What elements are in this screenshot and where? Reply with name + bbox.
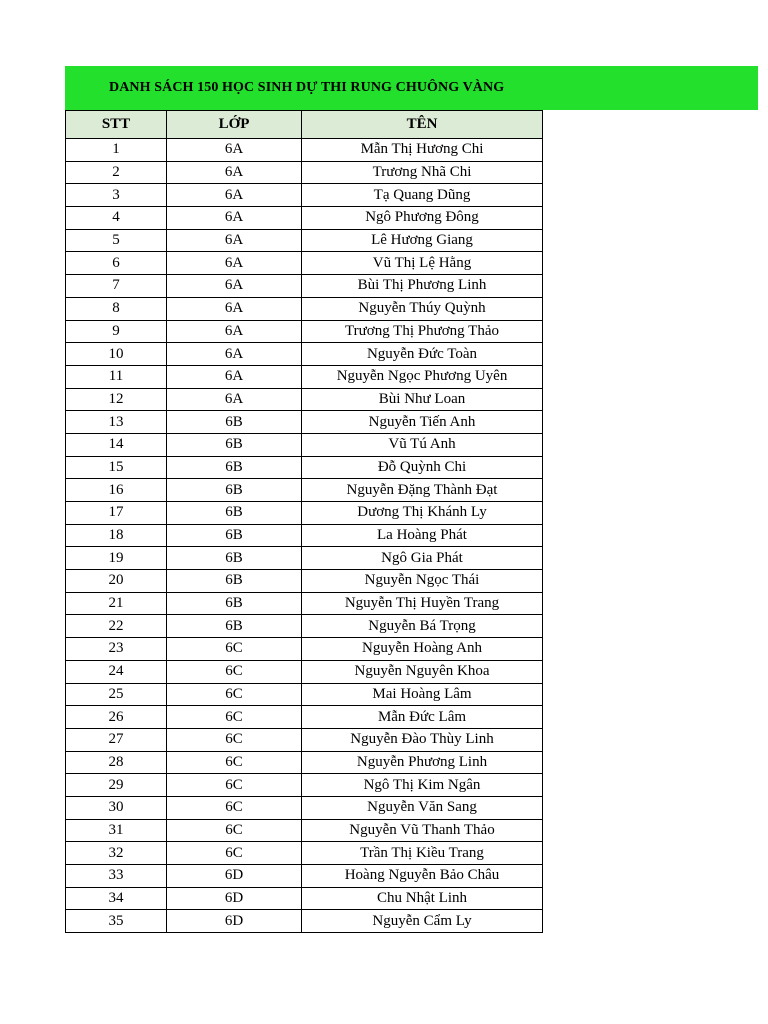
row-ten: Trương Thị Phương Thảo — [302, 320, 543, 343]
row-lop: 6A — [167, 184, 302, 207]
table-row — [66, 706, 543, 729]
row-lop: 6B — [167, 433, 302, 456]
table-row — [66, 502, 543, 525]
row-ten: Tạ Quang Dũng — [302, 184, 543, 207]
row-ten: Mai Hoàng Lâm — [302, 683, 543, 706]
row-stt: 23 — [66, 638, 167, 661]
row-ten: Nguyễn Văn Sang — [302, 796, 543, 819]
row-ten: Nguyễn Đào Thùy Linh — [302, 728, 543, 751]
row-ten: Đỗ Quỳnh Chi — [302, 456, 543, 479]
row-ten: Ngô Gia Phát — [302, 547, 543, 570]
row-stt: 14 — [66, 433, 167, 456]
row-stt: 10 — [66, 343, 167, 366]
table-row — [66, 865, 543, 888]
table-row — [66, 207, 543, 230]
row-lop: 6C — [167, 638, 302, 661]
row-lop: 6C — [167, 842, 302, 865]
row-ten: Nguyễn Hoàng Anh — [302, 638, 543, 661]
row-stt: 4 — [66, 207, 167, 230]
row-stt: 20 — [66, 570, 167, 593]
row-ten: Vũ Tú Anh — [302, 433, 543, 456]
header-stt: STT — [66, 111, 167, 139]
row-lop: 6C — [167, 728, 302, 751]
row-lop: 6A — [167, 388, 302, 411]
table-row — [66, 139, 543, 162]
table-row — [66, 683, 543, 706]
row-ten: Ngô Phương Đông — [302, 207, 543, 230]
table-row — [66, 819, 543, 842]
table-row — [66, 252, 543, 275]
row-stt: 34 — [66, 887, 167, 910]
row-lop: 6C — [167, 660, 302, 683]
row-ten: Trương Nhã Chi — [302, 161, 543, 184]
row-lop: 6D — [167, 865, 302, 888]
row-stt: 29 — [66, 774, 167, 797]
table-row — [66, 433, 543, 456]
row-lop: 6A — [167, 229, 302, 252]
row-stt: 18 — [66, 524, 167, 547]
table-row — [66, 728, 543, 751]
table-row — [66, 796, 543, 819]
row-ten: Ngô Thị Kim Ngân — [302, 774, 543, 797]
row-lop: 6C — [167, 774, 302, 797]
row-ten: Nguyễn Tiến Anh — [302, 411, 543, 434]
row-stt: 21 — [66, 592, 167, 615]
table-row — [66, 842, 543, 865]
row-lop: 6C — [167, 796, 302, 819]
table-row — [66, 524, 543, 547]
row-ten: Nguyễn Ngọc Thái — [302, 570, 543, 593]
row-stt: 13 — [66, 411, 167, 434]
row-lop: 6A — [167, 365, 302, 388]
row-ten: La Hoàng Phát — [302, 524, 543, 547]
row-lop: 6B — [167, 524, 302, 547]
table-row — [66, 887, 543, 910]
table-row — [66, 774, 543, 797]
row-lop: 6B — [167, 547, 302, 570]
row-lop: 6C — [167, 819, 302, 842]
table-row — [66, 297, 543, 320]
row-ten: Chu Nhật Linh — [302, 887, 543, 910]
row-ten: Nguyễn Nguyên Khoa — [302, 660, 543, 683]
table-row — [66, 592, 543, 615]
row-stt: 19 — [66, 547, 167, 570]
table-row — [66, 229, 543, 252]
document-title: DANH SÁCH 150 HỌC SINH DỰ THI RUNG CHUÔNG VÀNG — [109, 80, 505, 95]
row-ten: Nguyễn Đức Toàn — [302, 343, 543, 366]
table-row — [66, 343, 543, 366]
row-lop: 6C — [167, 683, 302, 706]
row-stt: 7 — [66, 275, 167, 298]
row-lop: 6B — [167, 479, 302, 502]
row-ten: Nguyễn Thị Huyền Trang — [302, 592, 543, 615]
row-stt: 32 — [66, 842, 167, 865]
row-lop: 6A — [167, 320, 302, 343]
row-stt: 33 — [66, 865, 167, 888]
row-lop: 6A — [167, 161, 302, 184]
row-ten: Mẫn Đức Lâm — [302, 706, 543, 729]
table-row — [66, 411, 543, 434]
student-table — [65, 110, 543, 933]
row-stt: 35 — [66, 910, 167, 933]
row-ten: Trần Thị Kiều Trang — [302, 842, 543, 865]
row-stt: 16 — [66, 479, 167, 502]
row-stt: 31 — [66, 819, 167, 842]
row-ten: Nguyễn Vũ Thanh Thảo — [302, 819, 543, 842]
row-stt: 11 — [66, 365, 167, 388]
row-lop: 6C — [167, 751, 302, 774]
table-row — [66, 547, 543, 570]
row-lop: 6B — [167, 615, 302, 638]
row-stt: 28 — [66, 751, 167, 774]
row-ten: Bùi Thị Phương Linh — [302, 275, 543, 298]
table-row — [66, 479, 543, 502]
row-stt: 2 — [66, 161, 167, 184]
row-lop: 6C — [167, 706, 302, 729]
row-stt: 30 — [66, 796, 167, 819]
table-row — [66, 161, 543, 184]
row-stt: 3 — [66, 184, 167, 207]
row-lop: 6A — [167, 275, 302, 298]
row-lop: 6A — [167, 343, 302, 366]
row-stt: 27 — [66, 728, 167, 751]
row-stt: 8 — [66, 297, 167, 320]
table-row — [66, 365, 543, 388]
header-lop: LỚP — [167, 111, 302, 139]
row-stt: 15 — [66, 456, 167, 479]
row-ten: Nguyễn Bá Trọng — [302, 615, 543, 638]
row-ten: Hoàng Nguyễn Bảo Châu — [302, 865, 543, 888]
header-ten: TÊN — [302, 111, 543, 139]
row-lop: 6D — [167, 910, 302, 933]
table-header-row — [66, 111, 543, 139]
row-stt: 6 — [66, 252, 167, 275]
row-stt: 9 — [66, 320, 167, 343]
row-stt: 26 — [66, 706, 167, 729]
table-row — [66, 910, 543, 933]
row-lop: 6B — [167, 411, 302, 434]
title-bar — [65, 66, 758, 110]
row-lop: 6A — [167, 207, 302, 230]
row-ten: Nguyễn Đặng Thành Đạt — [302, 479, 543, 502]
table-row — [66, 638, 543, 661]
row-stt: 25 — [66, 683, 167, 706]
table-row — [66, 570, 543, 593]
row-lop: 6B — [167, 456, 302, 479]
table-row — [66, 320, 543, 343]
table-row — [66, 275, 543, 298]
row-lop: 6A — [167, 139, 302, 162]
table-row — [66, 184, 543, 207]
row-stt: 5 — [66, 229, 167, 252]
row-ten: Bùi Như Loan — [302, 388, 543, 411]
row-ten: Nguyễn Cẩm Ly — [302, 910, 543, 933]
row-ten: Lê Hương Giang — [302, 229, 543, 252]
table-row — [66, 751, 543, 774]
row-ten: Dương Thị Khánh Ly — [302, 502, 543, 525]
row-stt: 12 — [66, 388, 167, 411]
row-lop: 6B — [167, 570, 302, 593]
row-ten: Nguyễn Phương Linh — [302, 751, 543, 774]
table-row — [66, 660, 543, 683]
row-lop: 6B — [167, 502, 302, 525]
row-ten: Nguyễn Thúy Quỳnh — [302, 297, 543, 320]
row-stt: 22 — [66, 615, 167, 638]
row-ten: Vũ Thị Lệ Hằng — [302, 252, 543, 275]
row-lop: 6D — [167, 887, 302, 910]
table-row — [66, 615, 543, 638]
table-body — [66, 139, 543, 933]
table-row — [66, 388, 543, 411]
row-stt: 1 — [66, 139, 167, 162]
row-ten: Nguyễn Ngọc Phương Uyên — [302, 365, 543, 388]
row-stt: 17 — [66, 502, 167, 525]
row-ten: Mẫn Thị Hương Chi — [302, 139, 543, 162]
row-lop: 6B — [167, 592, 302, 615]
row-lop: 6A — [167, 297, 302, 320]
row-lop: 6A — [167, 252, 302, 275]
table-row — [66, 456, 543, 479]
row-stt: 24 — [66, 660, 167, 683]
